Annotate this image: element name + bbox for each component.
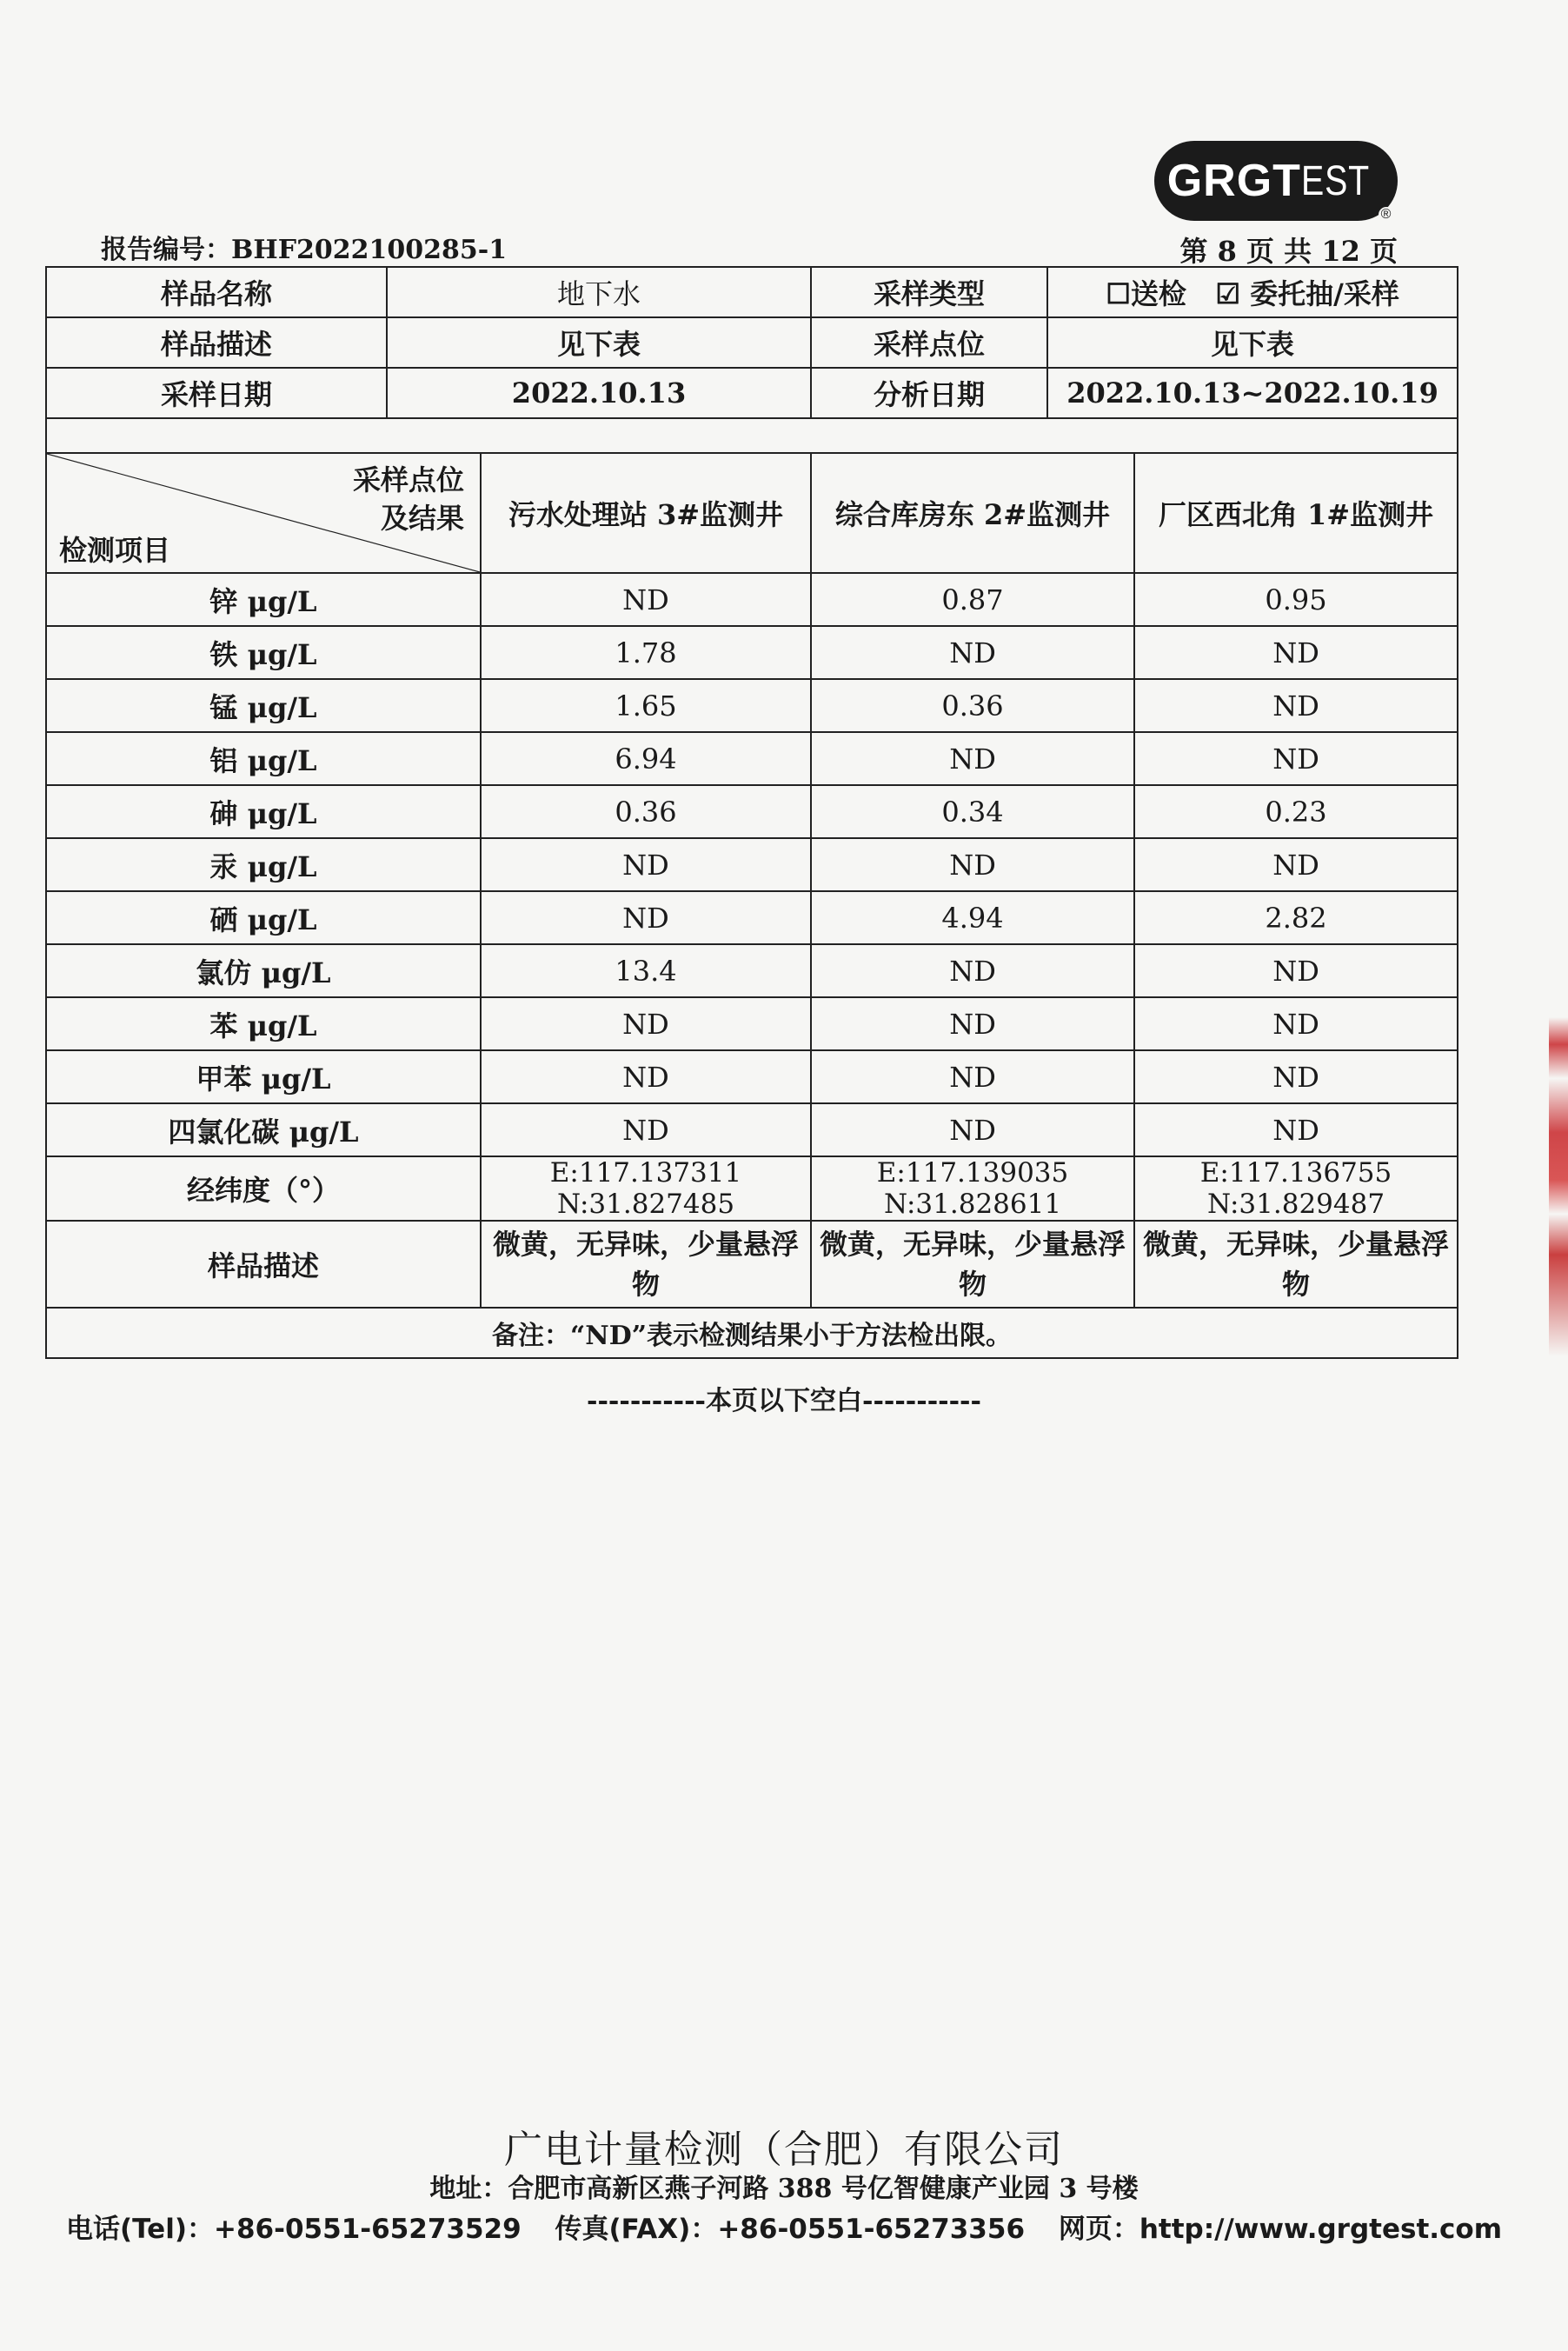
row-value: 0.23 — [1134, 785, 1458, 838]
table-row — [46, 732, 1458, 785]
row-value: E:117.137311 N:31.827485 — [481, 1156, 811, 1221]
table-row-description — [46, 1221, 1458, 1308]
row-value: ND — [811, 626, 1134, 679]
row-value: ND — [1134, 626, 1458, 679]
row-value: ND — [1134, 1103, 1458, 1156]
row-value: ND — [1134, 732, 1458, 785]
analysis-date-value: 2022.10.13~2022.10.19 — [1047, 368, 1458, 418]
table-row — [46, 626, 1458, 679]
row-value: 0.34 — [811, 785, 1134, 838]
row-value: 13.4 — [481, 944, 811, 997]
row-item-label: 锰 μg/L — [46, 679, 481, 732]
row-item-label: 砷 μg/L — [46, 785, 481, 838]
row-value: ND — [811, 732, 1134, 785]
seal-stamp-edge — [1549, 1017, 1568, 1356]
sample-desc-label: 样品描述 — [46, 317, 387, 368]
sampling-date-label: 采样日期 — [46, 368, 387, 418]
corner-label-top — [353, 461, 464, 537]
row-value: ND — [811, 1103, 1134, 1156]
row-value: 1.65 — [481, 679, 811, 732]
table-row — [46, 1050, 1458, 1103]
row-item-label: 汞 μg/L — [46, 838, 481, 891]
page-indicator: 第 8 页 共 12 页 — [1179, 235, 1398, 268]
column-header-1: 污水处理站 3#监测井 — [481, 453, 811, 573]
table-row-coordinates — [46, 1156, 1458, 1221]
column-header-3: 厂区西北角 1#监测井 — [1134, 453, 1458, 573]
row-item-label: 铁 μg/L — [46, 626, 481, 679]
row-value: 微黄，无异味，少量悬浮物 — [481, 1221, 811, 1308]
spacer-row — [46, 418, 1458, 453]
row-item-label: 铝 μg/L — [46, 732, 481, 785]
footer-contact — [0, 2207, 1568, 2246]
row-value: ND — [1134, 997, 1458, 1050]
footer-fax: 传真(FAX)：+86-0551-65273356 — [555, 2214, 1026, 2245]
row-value: ND — [1134, 944, 1458, 997]
sample-name-value: 地下水 — [387, 267, 811, 317]
footer-web: 网页：http://www.grgtest.com — [1058, 2214, 1503, 2245]
row-value: ND — [811, 997, 1134, 1050]
footer-tel: 电话(Tel)：+86-0551-65273529 — [65, 2214, 522, 2245]
table-row — [46, 679, 1458, 732]
blank-page-notice: -----------本页以下空白----------- — [587, 1386, 981, 1416]
row-value: ND — [481, 573, 811, 626]
row-item-label: 甲苯 μg/L — [46, 1050, 481, 1103]
table-row — [46, 997, 1458, 1050]
row-value: 0.36 — [481, 785, 811, 838]
spacer-cell — [46, 418, 1458, 453]
row-value: 4.94 — [811, 891, 1134, 944]
row-item-label: 样品描述 — [46, 1221, 481, 1308]
logo-text-part2: EST — [1300, 157, 1370, 204]
info-row-sample-desc — [46, 317, 1458, 368]
row-value: 微黄，无异味，少量悬浮物 — [811, 1221, 1134, 1308]
table-row — [46, 785, 1458, 838]
sample-name-label: 样品名称 — [46, 267, 387, 317]
footer-address: 地址：合肥市高新区燕子河路 388 号亿智健康产业园 3 号楼 — [429, 2174, 1139, 2204]
row-value: 微黄，无异味，少量悬浮物 — [1134, 1221, 1458, 1308]
table-row — [46, 1103, 1458, 1156]
table-row — [46, 944, 1458, 997]
sampling-type-value — [1047, 267, 1458, 317]
row-value: ND — [1134, 679, 1458, 732]
row-value: ND — [811, 1050, 1134, 1103]
row-value: ND — [481, 838, 811, 891]
corner-label-top-line1: 采样点位 — [352, 463, 464, 496]
row-value: E:117.139035 N:31.828611 — [811, 1156, 1134, 1221]
sample-desc-value: 见下表 — [387, 317, 811, 368]
sampling-type-option-delivery: ☐送检 — [1106, 277, 1186, 310]
row-item-label: 氯仿 μg/L — [46, 944, 481, 997]
info-row-dates — [46, 368, 1458, 418]
row-value: 2.82 — [1134, 891, 1458, 944]
row-value: 0.36 — [811, 679, 1134, 732]
note-row — [46, 1308, 1458, 1358]
column-header-row — [46, 453, 1458, 573]
row-value: ND — [481, 997, 811, 1050]
sampling-point-value: 见下表 — [1047, 317, 1458, 368]
row-value: 0.87 — [811, 573, 1134, 626]
table-note: 备注：“ND”表示检测结果小于方法检出限。 — [46, 1308, 1458, 1358]
row-item-label: 苯 μg/L — [46, 997, 481, 1050]
row-item-label: 经纬度（°） — [46, 1156, 481, 1221]
corner-label-bottom: 检测项目 — [59, 534, 171, 567]
footer-company-name: 广电计量检测（合肥）有限公司 — [504, 2128, 1064, 2172]
row-value: ND — [811, 944, 1134, 997]
sampling-date-value: 2022.10.13 — [387, 368, 811, 418]
table-row — [46, 838, 1458, 891]
row-value: E:117.136755 N:31.829487 — [1134, 1156, 1458, 1221]
corner-label-top-line2: 及结果 — [380, 502, 464, 535]
sampling-point-label: 采样点位 — [811, 317, 1047, 368]
row-value: ND — [481, 1050, 811, 1103]
row-value: 0.95 — [1134, 573, 1458, 626]
row-value: ND — [1134, 1050, 1458, 1103]
diagonal-header-cell — [46, 453, 481, 573]
sampling-type-label: 采样类型 — [811, 267, 1047, 317]
row-value: ND — [481, 1103, 811, 1156]
row-item-label: 锌 μg/L — [46, 573, 481, 626]
row-value: ND — [1134, 838, 1458, 891]
report-number: 报告编号：BHF2022100285-1 — [101, 235, 508, 265]
results-table — [45, 266, 1458, 1359]
row-item-label: 硒 μg/L — [46, 891, 481, 944]
sampling-type-option-commissioned: ☑ 委托抽/采样 — [1215, 277, 1399, 310]
row-value: ND — [481, 891, 811, 944]
analysis-date-label: 分析日期 — [811, 368, 1047, 418]
table-row — [46, 573, 1458, 626]
registered-mark: ® — [1379, 207, 1394, 223]
table-row — [46, 891, 1458, 944]
row-value: ND — [811, 838, 1134, 891]
info-row-sample-name — [46, 267, 1458, 317]
row-item-label: 四氯化碳 μg/L — [46, 1103, 481, 1156]
logo-text-part1: GRGT — [1166, 156, 1301, 206]
row-value: 6.94 — [481, 732, 811, 785]
company-logo — [1154, 141, 1398, 221]
column-header-2: 综合库房东 2#监测井 — [811, 453, 1134, 573]
row-value: 1.78 — [481, 626, 811, 679]
